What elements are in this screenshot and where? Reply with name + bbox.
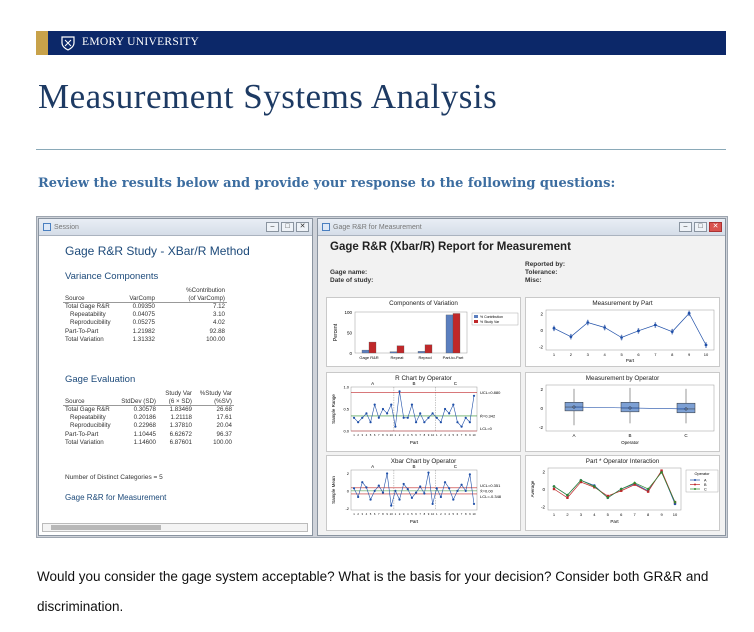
data-point [655,326,657,328]
x-tick-label: 7 [419,433,421,437]
data-point [604,329,606,331]
divider [36,149,726,150]
x-tick-label: 6 [456,433,459,437]
control-limit-label: LCL=0 [480,426,492,431]
data-point [394,490,396,492]
session-heading: Gage R&R Study - XBar/R Method [65,244,250,258]
variance-components-table: %Contribution Source VarComp (of VarComp) Total Gage R&R 0.09350 7.12 Repeatability 0.04075 3.10 Reproducibility 0.05275 4.02 Part-To-Part 1.21982 92.88 Total Variation 1.31332 100.00 [65,286,225,343]
table-row: Part-To-Part 1.10445 6.62672 96.37 [65,430,232,438]
y-axis-label: Average [530,480,535,498]
data-point [621,339,623,341]
minimize-button[interactable]: – [266,222,279,232]
data-point [386,412,388,414]
x-tick-label: 2 [566,512,569,517]
contribution-header: %Contribution [186,286,225,294]
chart-title: Xbar Chart by Operator [390,458,457,465]
x-tick-label: 9 [469,512,471,516]
x-tick-label: 1 [353,512,355,516]
data-point [403,483,405,485]
x-tick-label: 3 [402,512,405,516]
y-tick-label: 0 [349,351,352,356]
legend-label: % Study Var [480,320,500,324]
y-axis-label: Sample Range [331,394,336,424]
x-axis-label: Part [409,519,419,524]
data-point [456,490,458,492]
data-point [469,473,471,475]
operator-label: C [453,381,458,386]
x-tick-label: 6 [637,352,640,357]
x-tick-label: 2 [440,433,442,437]
x-tick-label: 8 [382,512,384,516]
control-limit-label: UCL=0.351 [480,482,501,488]
table-row: Total Gage R&R 0.09350 7.12 [65,303,225,311]
data-point [353,417,355,419]
data-point [473,503,475,505]
x-tick-label: 6 [373,433,376,437]
x-tick-label: 5 [452,433,455,437]
data-point [390,404,392,406]
data-point [394,426,396,428]
x-tick-label: 3 [586,352,589,357]
scrollbar-thumb[interactable] [51,525,161,530]
page-title: Measurement Systems Analysis [38,77,498,116]
x-tick-label: 3 [579,512,583,517]
session-window-title: Session [54,224,79,231]
x-tick-label: 9 [687,352,691,357]
x-tick-label: 2 [569,352,573,357]
legend-swatch [474,315,478,318]
x-tick-label: 2 [440,512,442,516]
x-tick-label: 5 [620,352,623,357]
bar [397,346,404,353]
table-row: Total Variation 1.31332 100.00 [65,335,225,343]
x-tick-label: 4 [593,512,596,517]
data-point [390,505,392,507]
variance-components-title: Variance Components [65,271,159,282]
bar [390,352,397,353]
instructions-heading: Review the results below and provide your response to the following questions: [38,176,616,191]
data-point [440,421,442,423]
banner-accent [36,31,48,55]
plot-area [351,387,477,431]
data-point [621,335,623,337]
data-point [553,488,555,490]
x-tick-label: 10 [389,433,393,437]
table-row: Total Gage R&R 0.30578 1.83469 26.68 [65,406,232,414]
data-point [452,404,454,406]
data-point [411,404,413,406]
data-point [357,496,359,498]
bar [362,350,369,353]
table-row: Total Variation 1.14600 6.87601 100.00 [65,438,232,446]
data-point [382,492,384,494]
horizontal-scrollbar[interactable] [42,523,308,532]
operator-label: A [371,381,375,386]
x-tick-label: 2 [357,433,359,437]
x-tick-label: 1 [435,512,438,516]
x-tick-label: 6 [620,512,623,517]
y-tick-label: 2 [346,470,349,476]
x-tick-label: Part-to-Part [442,355,464,360]
data-point [604,325,606,327]
report-window [317,218,726,536]
data-point [398,390,400,392]
operator-label: A [371,464,375,469]
interaction-chart [525,455,720,531]
data-point [465,490,467,492]
y-tick-label: 0 [542,487,545,492]
table-row: Repeatability 0.04075 3.10 [70,311,225,319]
x-tick-label: 4 [365,512,368,516]
data-point [369,498,371,500]
data-point [456,421,458,423]
x-tick-label: Repeat [390,355,404,360]
legend-marker [694,479,696,481]
legend-label: C [704,487,707,492]
x-tick-label: 1 [552,352,556,357]
data-point [369,421,371,423]
y-axis-label: Sample Mean [331,476,336,504]
university-banner [36,31,726,55]
y-tick-label: 50 [346,330,352,336]
data-point [638,328,640,330]
date-of-study-label: Date of study: [330,277,374,284]
plot-area [548,468,681,510]
gage-rr-link[interactable]: Gage R&R for Measurement [65,493,167,502]
x-tick-label: 10 [389,512,393,516]
maximize-button[interactable]: □ [694,222,707,232]
x-tick-label: 5 [411,512,413,516]
data-point [374,404,376,406]
close-button[interactable]: ✕ [296,222,309,232]
legend-title: Operator [694,472,710,476]
data-point [570,338,572,340]
tolerance-label: Tolerance: [525,269,558,276]
gage-evaluation-title: Gage Evaluation [65,374,136,385]
y-tick-label: -2 [540,504,545,510]
report-window-title: Gage R&R for Measurement [333,224,422,231]
x-tick-label: 8 [423,433,426,437]
x-tick-label: 10 [431,433,435,437]
data-point [553,330,555,332]
data-point [419,485,421,487]
box [677,403,695,413]
data-point [647,490,649,492]
data-point [382,408,384,410]
x-tick-label: 6 [456,512,459,516]
bar [425,345,432,353]
legend-swatch [474,320,478,323]
data-point [398,498,400,500]
y-tick-label: 0.0 [343,428,349,434]
data-point [436,487,438,489]
legend-marker [694,488,696,490]
x-tick-label: 4 [448,433,450,437]
data-point [688,310,690,312]
y-tick-label: 2 [542,469,545,475]
x-tick-label: 2 [357,512,359,516]
data-point [553,325,555,327]
r-chart [326,372,521,452]
data-point [407,488,409,490]
x-tick-label: 1 [394,433,397,437]
x-tick-label: 3 [444,433,446,437]
x-tick-label: C [684,433,688,438]
data-point [671,329,673,331]
data-point [638,332,640,334]
reported-by-label: Reported by: [525,261,566,268]
measurement-by-part-chart [525,297,720,367]
data-point [448,412,450,414]
x-tick-label: 9 [660,512,663,517]
data-point [469,421,471,423]
x-tick-label: 8 [423,512,426,516]
table-row: Reproducibility 0.05275 4.02 [70,319,225,327]
chart-title: Measurement by Operator [585,375,660,382]
table-row: Part-To-Part 1.21982 92.88 [65,327,225,335]
control-limit-label: UCL=0.880 [480,389,501,395]
data-point [460,484,462,486]
operator-label: B [412,381,416,386]
data-point [671,333,673,335]
x-tick-label: 4 [365,433,368,437]
data-point [587,320,589,322]
data-point [415,421,417,423]
data-point [415,492,417,494]
graph-window-icon [322,223,330,231]
minitab-screenshot [36,216,728,538]
y-tick-label: -2 [345,505,349,511]
y-tick-label: -2 [538,344,543,350]
data-point [386,472,388,474]
data-point [432,503,434,505]
x-tick-label: 9 [427,512,430,516]
x-tick-label: 6 [415,512,417,516]
x-tick-label: 6 [415,433,417,437]
data-point [448,487,450,489]
session-titlebar [39,219,312,236]
operator-label: C [453,464,458,469]
session-window [38,218,313,536]
xbar-chart [326,455,521,531]
data-point [444,408,446,410]
university-name: EMORY UNIVERSITY [82,36,200,48]
measurement-by-operator-chart [525,372,720,452]
x-tick-label: 4 [407,433,409,437]
data-point [378,485,380,487]
x-tick-label: 7 [378,433,380,437]
table-row: Reproducibility 0.22968 1.37810 20.04 [70,422,232,430]
control-limit-label: R̄=0.342 [480,413,496,419]
maximize-button[interactable]: □ [281,222,294,232]
bar [446,315,453,353]
y-tick-label: 0.5 [343,406,349,412]
x-tick-label: 7 [460,433,463,437]
y-tick-label: 1.0 [343,384,349,390]
gage-name-label: Gage name: [330,269,368,276]
data-point [411,497,413,499]
data-point [465,417,467,419]
legend-label: % Contribution [480,315,503,319]
x-tick-label: 5 [369,433,372,437]
data-point [419,412,421,414]
data-point [655,322,657,324]
x-tick-label: 3 [402,433,405,437]
x-tick-label: 4 [448,512,450,516]
chart-title: Measurement by Part [592,300,653,307]
x-axis-label: Operator [621,440,639,445]
x-tick-label: 3 [444,512,446,516]
y-axis-label: Percent [333,323,339,342]
x-tick-label: Gage R&R [359,355,379,360]
x-tick-label: 6 [373,512,376,516]
x-tick-label: B [628,433,632,438]
minimize-button[interactable]: – [679,222,692,232]
components-of-variation-chart [326,297,521,367]
data-point [444,481,446,483]
y-tick-label: -2 [538,425,543,431]
x-tick-label: 1 [394,512,397,516]
session-window-icon [43,223,51,231]
data-point [427,472,429,474]
x-tick-label: A [572,433,576,438]
x-tick-label: 9 [469,433,471,437]
data-point [357,421,359,423]
legend-label: B [704,482,707,487]
data-point [378,417,380,419]
x-tick-label: 7 [654,352,657,357]
data-point [423,492,425,494]
x-tick-label: 1 [353,433,355,437]
x-tick-label: 4 [603,352,606,357]
x-tick-label: 2 [398,512,401,516]
data-point [705,346,707,348]
y-tick-label: 100 [344,310,352,315]
misc-label: Misc: [525,277,542,284]
data-point [566,497,568,499]
data-point [460,426,462,428]
x-tick-label: 8 [382,433,384,437]
x-tick-label: 10 [431,512,435,516]
bar [418,351,425,353]
y-tick-label: 0 [540,406,543,411]
x-tick-label: 5 [452,512,455,516]
data-point [570,334,572,336]
x-tick-label: 8 [671,352,674,357]
x-axis-label: Part [610,519,619,524]
x-tick-label: 1 [552,512,556,517]
emory-shield-icon [60,35,76,51]
data-point [361,417,363,419]
close-button[interactable]: ✕ [709,222,722,232]
x-tick-label: 4 [407,512,409,516]
x-tick-label: 10 [472,512,476,516]
y-tick-label: 2 [540,311,543,317]
data-point [432,412,434,414]
box [621,402,639,412]
data-point [452,498,454,500]
legend-label: A [704,478,707,483]
x-tick-label: Reprod [418,355,432,360]
distinct-categories: Number of Distinct Categories = 5 [65,474,163,481]
data-point [353,487,355,489]
control-limit-label: LCL=-0.348 [480,493,502,499]
data-point [473,395,475,397]
x-tick-label: 2 [398,433,401,437]
x-tick-label: 7 [419,512,421,516]
x-tick-label: 9 [386,512,388,516]
data-point [423,421,425,423]
box [565,402,583,411]
chart-title: Components of Variation [389,300,458,307]
operator-label: B [412,464,416,469]
data-point [587,324,589,326]
x-tick-label: 1 [435,433,438,437]
table-row: Repeatability 0.20186 1.21118 17.61 [70,414,232,422]
data-point [365,412,367,414]
legend-marker [694,484,696,486]
x-tick-label: 8 [464,433,467,437]
x-tick-label: 9 [427,433,430,437]
x-axis-label: Part [625,358,635,363]
x-tick-label: 5 [606,512,609,517]
chart-title: R Chart by Operator [395,375,452,382]
data-point [407,417,409,419]
x-tick-label: 7 [633,512,636,517]
data-point [361,481,363,483]
report-titlebar [318,219,725,236]
report-heading: Gage R&R (Xbar/R) Report for Measurement [330,241,571,253]
x-tick-label: 9 [386,433,388,437]
data-point [427,417,429,419]
x-tick-label: 10 [703,352,709,357]
x-tick-label: 5 [411,433,413,437]
x-tick-label: 10 [472,433,476,437]
data-point [374,490,376,492]
data-point [365,486,367,488]
bar [369,342,376,353]
gage-evaluation-table: Study Var %Study Var Source StdDev (SD) (6 × SD) (%SV) Total Gage R&R 0.30578 1.83469 26.68 Repeatability 0.20186 1.21118 17.61 Reproducibility 0.22968 1.37810 20.04 Part-To-Part 1.10445 6.62672 96.37 Total Variation 1.14600 6.87601 100.00 [65,389,232,446]
bar [453,313,460,353]
y-tick-label: 0 [346,488,349,494]
x-tick-label: 5 [369,512,372,516]
data-point [403,417,405,419]
x-tick-label: 8 [464,512,467,516]
x-tick-label: 10 [672,512,678,517]
x-axis-label: Part [409,440,419,445]
y-tick-label: 2 [540,386,543,392]
x-tick-label: 7 [460,512,463,516]
x-tick-label: 3 [361,512,364,516]
control-limit-label: X̄=0.00 [480,488,493,494]
data-point [440,496,442,498]
x-tick-label: 8 [646,512,650,517]
y-tick-label: 0 [540,328,543,333]
chart-title: Part * Operator Interaction [585,458,660,465]
data-point [436,417,438,419]
question-text: Would you consider the gage system acceptable? What is the basis for your decision? Consider both GR&R and discrimination. [37,569,709,614]
x-tick-label: 7 [378,512,380,516]
x-tick-label: 3 [361,433,364,437]
